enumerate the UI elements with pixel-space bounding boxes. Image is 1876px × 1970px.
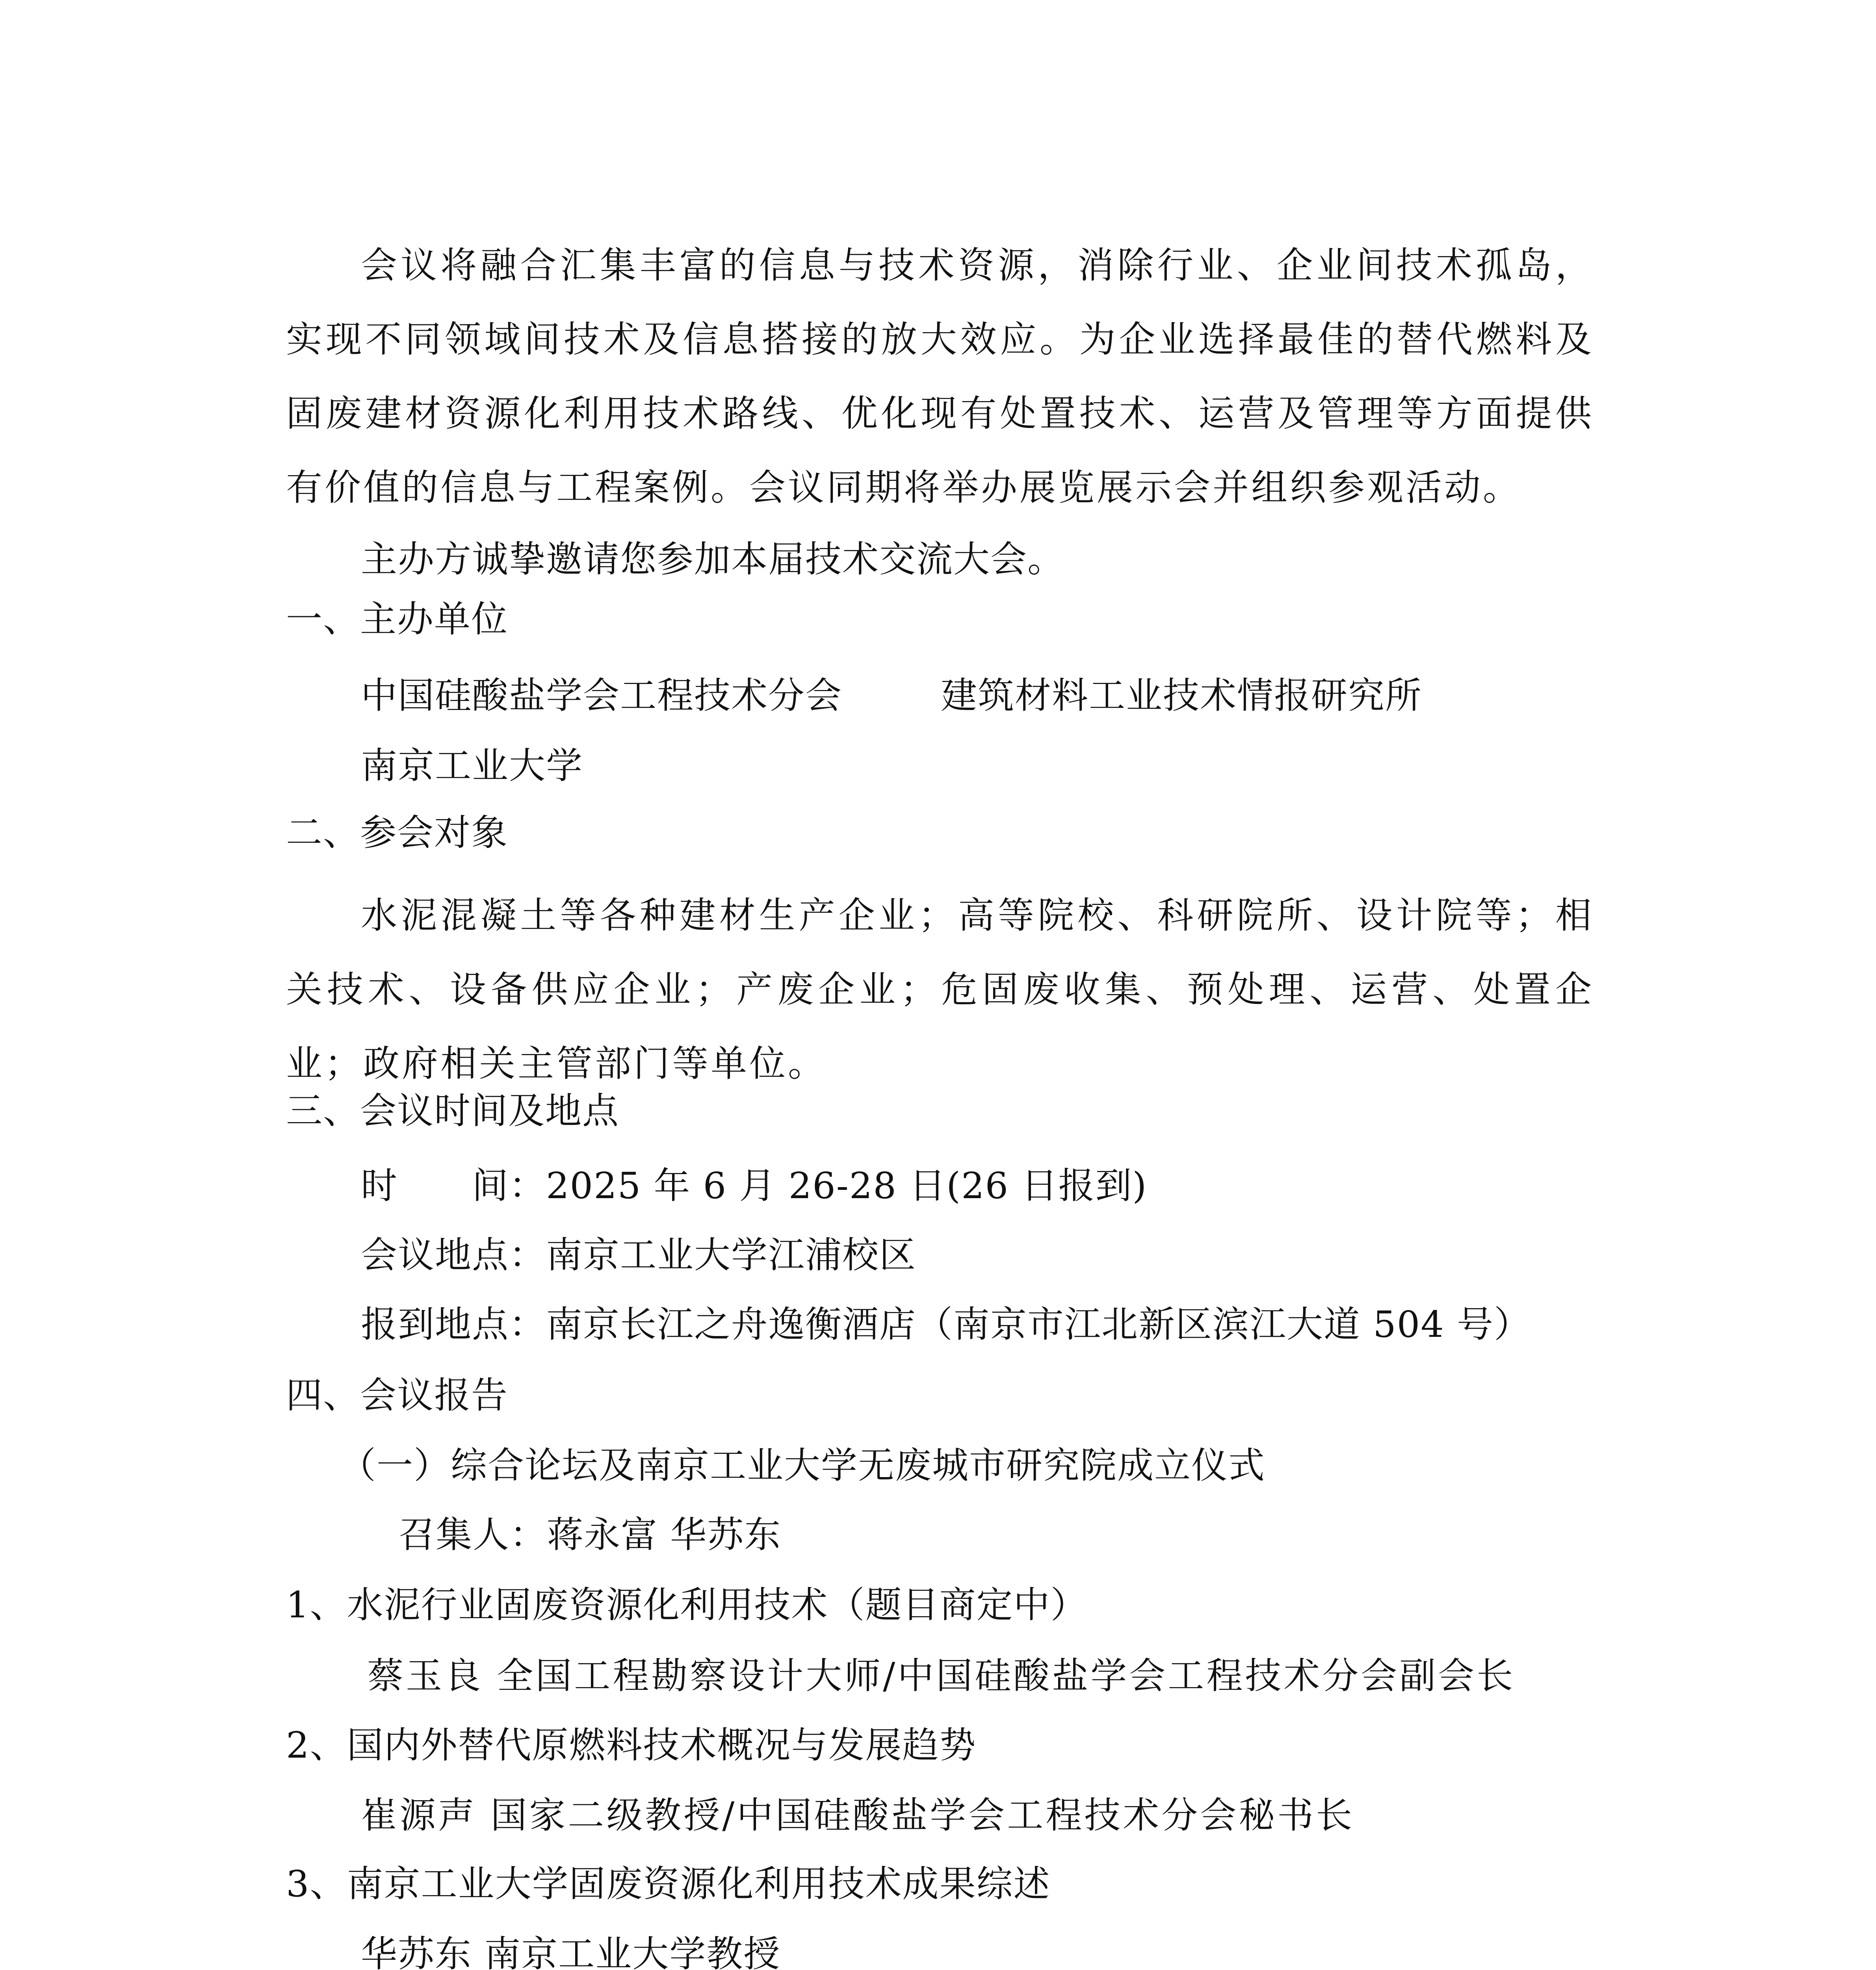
- intro-paragraph: 会议将融合汇集丰富的信息与技术资源，消除行业、企业间技术孤岛，实现不同领域间技术及信息搭接的放大效应。为企业选择最佳的替代燃料及固废建材资源化利用技术路线、优化现有处置技术、运营及管理等方面提供有价值的信息与工程案例。会议同期将举办展览展示会并组织参观活动。: [286, 244, 1594, 509]
- meeting-venue: [361, 1232, 916, 1279]
- report-title: 1、水泥行业固废资源化利用技术（题目商定中）: [286, 1584, 1088, 1626]
- report-title: 2、国内外替代原燃料技术概况与发展趋势: [286, 1724, 977, 1766]
- checkin-value: 南京长江之舟逸衡酒店（南京市江北新区滨江大道 504 号）: [546, 1303, 1531, 1346]
- checkin-label: 报到地点：: [361, 1303, 546, 1346]
- organizer-item: 南京工业大学: [361, 745, 583, 787]
- meeting-time: [361, 1162, 1147, 1210]
- checkin-location: [361, 1301, 1531, 1348]
- report-speaker: 华苏东 南京工业大学教授: [361, 1933, 781, 1970]
- meeting-venue-value: 南京工业大学江浦校区: [546, 1234, 917, 1276]
- intro-invitation: 主办方诚挚邀请您参加本届技术交流大会。: [361, 538, 1065, 580]
- report-speaker: 崔源声 国家二级教授/中国硅酸盐学会工程技术分会秘书长: [361, 1794, 1355, 1836]
- meeting-venue-label: 会议地点：: [361, 1234, 546, 1276]
- attendees-paragraph: 水泥混凝土等各种建材生产企业；高等院校、科研院所、设计院等；相关技术、设备供应企业；产废企业；危固废收集、预处理、运营、处置企业；政府相关主管部门等单位。: [286, 894, 1594, 1085]
- report-title: 3、南京工业大学固废资源化利用技术成果综述: [286, 1863, 1051, 1905]
- organizer-item: 建筑材料工业技术情报研究所: [941, 675, 1423, 717]
- meeting-time-label: 时 间：: [361, 1165, 546, 1207]
- meeting-time-value: 2025 年 6 月 26-28 日(26 日报到): [546, 1165, 1148, 1207]
- section-heading-organizers: 一、主办单位: [286, 598, 509, 640]
- section-heading-attendees: 二、参会对象: [286, 812, 509, 854]
- section-heading-time-venue: 三、会议时间及地点: [286, 1090, 620, 1132]
- forum-convener: 召集人：蒋永富 华苏东: [399, 1514, 782, 1556]
- section-heading-reports: 四、会议报告: [286, 1374, 509, 1416]
- forum-title: （一）综合论坛及南京工业大学无废城市研究院成立仪式: [340, 1444, 1266, 1487]
- organizer-item: 中国硅酸盐学会工程技术分会: [361, 675, 843, 717]
- report-speaker: 蔡玉良 全国工程勘察设计大师/中国硅酸盐学会工程技术分会副会长: [367, 1655, 1516, 1697]
